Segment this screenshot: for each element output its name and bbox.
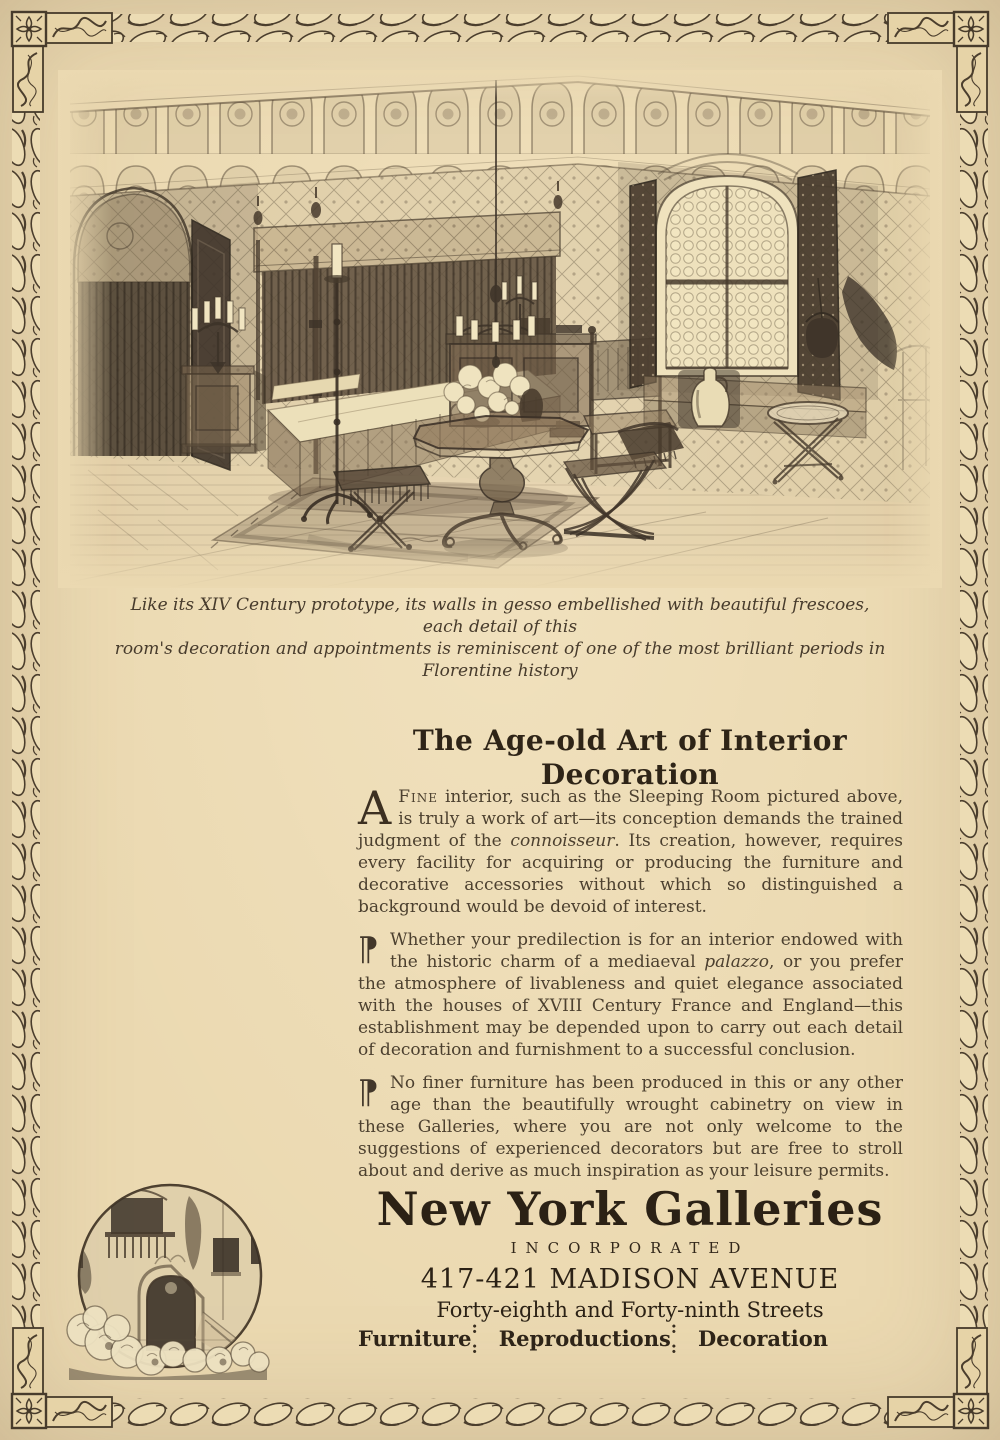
leaf-ornament	[13, 1328, 43, 1394]
paragraph-3	[358, 1072, 903, 1182]
edge-fade	[888, 70, 942, 588]
paragraph-mark-icon: ¶	[358, 1072, 379, 1111]
italic-word: palazzo	[704, 952, 770, 972]
paragraph-text: Whether your predilection is for an interior endowed with the historic charm of a mediaeval	[390, 930, 903, 972]
border-left-rope	[12, 112, 40, 1328]
leaf-ornament	[13, 46, 43, 112]
sleeping-room-illustration	[58, 70, 942, 588]
paragraph-text: . Its creation, however, requires every facility for acquiring or producing the furniture and decorative accessories without which so distinguished a background would be devoid of interest.	[358, 831, 904, 917]
caption-line-1: Like its XIV Century prototype, its walls in gesso embellished with beautiful frescoes, each detail of this	[130, 595, 870, 637]
drop-cap: A	[358, 781, 392, 835]
corner-ornament	[954, 1394, 988, 1428]
border-right-rope	[960, 112, 988, 1328]
company-name: New York Galleries	[376, 1182, 884, 1236]
paragraph-text: No finer furniture has been produced in this or any other age than the beautifully wrought cabinetry on view in these Galleries, where you are not only welcome to the suggestions of experienced decorators but are free to stroll about and derive as much inspiration as your leisure permits.	[358, 1073, 903, 1181]
border-bottom-rope	[112, 1398, 888, 1426]
paragraph-text: interior, such as the Sleeping Room pictured above, is truly a work of art—its conception demands the trained judgment of the	[358, 787, 903, 851]
incorporated-label: INCORPORATED	[510, 1239, 750, 1257]
illustration-caption	[110, 594, 890, 682]
paragraph-text: , or you prefer the atmosphere of livableness and quiet elegance associated with the houses of XVIII Century France and England—this establishment may be depended upon to carry out each detail of decoration and furnishment to a successful conclusion.	[358, 952, 904, 1060]
body-copy	[358, 781, 904, 1193]
leaf-ornament	[888, 13, 954, 43]
service-furniture: Furniture	[358, 1325, 472, 1351]
small-caps-word: Fine	[398, 787, 439, 807]
edge-fade	[58, 70, 942, 98]
courtyard-vignette	[55, 1180, 285, 1385]
italic-word: connoisseur	[510, 831, 615, 851]
headline: The Age-old Art of Interior Decoration	[412, 724, 848, 791]
border-top-rope	[112, 14, 888, 42]
paragraph-1	[358, 781, 904, 918]
logo-block	[300, 1182, 960, 1322]
corner-ornament	[12, 12, 46, 46]
corner-ornament	[12, 1394, 46, 1428]
service-reproductions: Reproductions	[498, 1325, 671, 1351]
cross-streets: Forty-eighth and Forty-ninth Streets	[436, 1298, 824, 1322]
edge-fade	[58, 538, 942, 588]
paragraph-2	[358, 929, 903, 1061]
leaf-ornament	[888, 1397, 954, 1427]
colon-separator: : :	[471, 1318, 487, 1358]
edge-fade	[58, 70, 112, 588]
colon-separator: : :	[670, 1318, 687, 1358]
leaf-ornament	[957, 46, 987, 112]
leaf-ornament	[46, 1397, 112, 1427]
paragraph-mark-icon: ¶	[358, 929, 379, 968]
street-address: 417-421 MADISON AVENUE	[420, 1264, 840, 1295]
jug	[678, 368, 740, 428]
leaf-ornament	[46, 13, 112, 43]
caption-line-2: room's decoration and appointments is reminiscent of one of the most brilliant periods in Florentine history	[114, 639, 886, 681]
service-decoration: Decoration	[697, 1325, 828, 1351]
corner-ornament	[954, 12, 988, 46]
services-row	[358, 1318, 828, 1358]
leaf-ornament	[957, 1328, 987, 1394]
